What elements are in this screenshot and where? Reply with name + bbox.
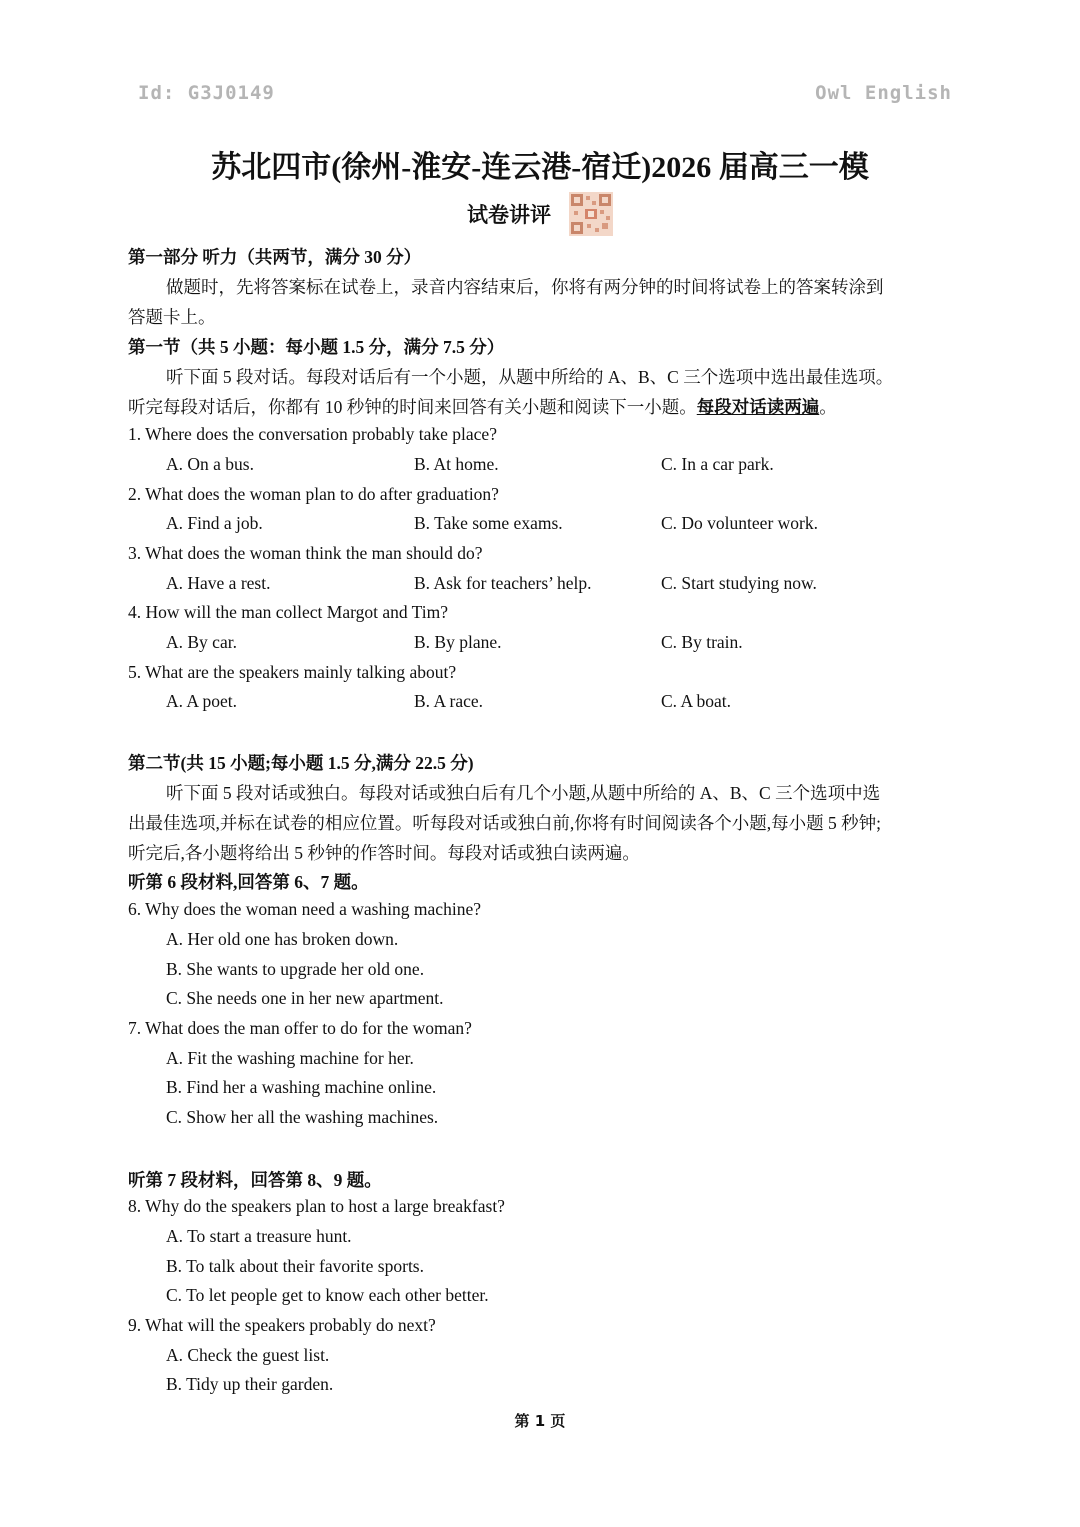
- q4-option-a[interactable]: A. By car.: [166, 632, 237, 652]
- q4-option-c[interactable]: C. By train.: [661, 632, 743, 652]
- part1-instruction-line2: 答题卡上。: [128, 307, 216, 327]
- qr-code-icon[interactable]: [569, 192, 613, 236]
- part1-heading: 第一部分 听力（共两节，满分 30 分）: [128, 247, 422, 267]
- group6-heading: 听第 6 段材料,回答第 6、7 题。: [128, 872, 369, 892]
- q4-option-b[interactable]: B. By plane.: [414, 632, 502, 652]
- part1-instruction-line1: 做题时，先将答案标在试卷上，录音内容结束后，你将有两分钟的时间将试卷上的答案转涂到: [166, 277, 884, 297]
- section1-heading: 第一节（共 5 小题：每小题 1.5 分，满分 7.5 分）: [128, 337, 505, 357]
- document-id: Id: G3J0149: [138, 82, 275, 104]
- q8-option-c[interactable]: C. To let people get to know each other better.: [166, 1285, 489, 1305]
- q2-option-b[interactable]: B. Take some exams.: [414, 513, 563, 533]
- q5-option-a[interactable]: A. A poet.: [166, 691, 237, 711]
- section2-instruction-line1: 听下面 5 段对话或独白。每段对话或独白后有几个小题,从题中所给的 A、B、C 三个选项中选: [166, 783, 881, 803]
- section1-instruction-end: 。: [819, 397, 837, 417]
- question-4: 4. How will the man collect Margot and Tim?: [128, 602, 448, 622]
- group7-heading: 听第 7 段材料，回答第 8、9 题。: [128, 1170, 382, 1190]
- q5-option-c[interactable]: C. A boat.: [661, 691, 732, 711]
- q6-option-a[interactable]: A. Her old one has broken down.: [166, 929, 399, 949]
- section2-instruction-line2: 出最佳选项,并标在试卷的相应位置。听每段对话或独白前,你将有时间阅读各个小题,每小题 5 秒钟;: [128, 813, 881, 833]
- q6-option-c[interactable]: C. She needs one in her new apartment.: [166, 988, 444, 1008]
- question-8: 8. Why do the speakers plan to host a large breakfast?: [128, 1196, 505, 1216]
- section1-instruction-line1: 听下面 5 段对话。每段对话后有一个小题，从题中所给的 A、B、C 三个选项中选出最佳选项。: [166, 367, 894, 387]
- subtitle-row: [0, 192, 1080, 238]
- question-2: 2. What does the woman plan to do after graduation?: [128, 484, 499, 504]
- q7-option-c[interactable]: C. Show her all the washing machines.: [166, 1107, 439, 1127]
- question-1: 1. Where does the conversation probably take place?: [128, 424, 497, 444]
- read-twice-emphasis: 每段对话读两遍: [696, 397, 820, 417]
- q6-option-b[interactable]: B. She wants to upgrade her old one.: [166, 959, 425, 979]
- question-3: 3. What does the woman think the man should do?: [128, 543, 483, 563]
- q2-option-a[interactable]: A. Find a job.: [166, 513, 263, 533]
- question-6: 6. Why does the woman need a washing machine?: [128, 899, 481, 919]
- q3-option-a[interactable]: A. Have a rest.: [166, 573, 271, 593]
- section2-instruction-line3: 听完后,各小题将给出 5 秒钟的作答时间。每段对话或独白读两遍。: [128, 843, 640, 863]
- page-number: 第 1 页: [514, 1412, 566, 1430]
- q7-option-b[interactable]: B. Find her a washing machine online.: [166, 1077, 437, 1097]
- q1-option-a[interactable]: A. On a bus.: [166, 454, 254, 474]
- q8-option-b[interactable]: B. To talk about their favorite sports.: [166, 1256, 424, 1276]
- q3-option-c[interactable]: C. Start studying now.: [661, 573, 817, 593]
- q9-option-a[interactable]: A. Check the guest list.: [166, 1345, 330, 1365]
- subtitle: 试卷讲评: [467, 203, 551, 227]
- q5-option-b[interactable]: B. A race.: [414, 691, 484, 711]
- q8-option-a[interactable]: A. To start a treasure hunt.: [166, 1226, 352, 1246]
- q1-option-c[interactable]: C. In a car park.: [661, 454, 774, 474]
- q9-option-b[interactable]: B. Tidy up their garden.: [166, 1374, 334, 1394]
- page-title: 苏北四市(徐州-淮安-连云港-宿迁)2026 届高三一模: [211, 151, 869, 184]
- section2-heading: 第二节(共 15 小题;每小题 1.5 分,满分 22.5 分): [128, 753, 474, 773]
- q2-option-c[interactable]: C. Do volunteer work.: [661, 513, 818, 533]
- section1-instruction-line2: [128, 394, 837, 419]
- q7-option-a[interactable]: A. Fit the washing machine for her.: [166, 1048, 414, 1068]
- question-5: 5. What are the speakers mainly talking about?: [128, 662, 457, 682]
- question-7: 7. What does the man offer to do for the woman?: [128, 1018, 472, 1038]
- section1-instruction-text: 听完每段对话后，你都有 10 秒钟的时间来回答有关小题和阅读下一小题。: [128, 397, 697, 417]
- brand-watermark: Owl English: [815, 82, 952, 104]
- question-9: 9. What will the speakers probably do next?: [128, 1315, 436, 1335]
- q1-option-b[interactable]: B. At home.: [414, 454, 499, 474]
- q3-option-b[interactable]: B. Ask for teachers’ help.: [414, 573, 592, 593]
